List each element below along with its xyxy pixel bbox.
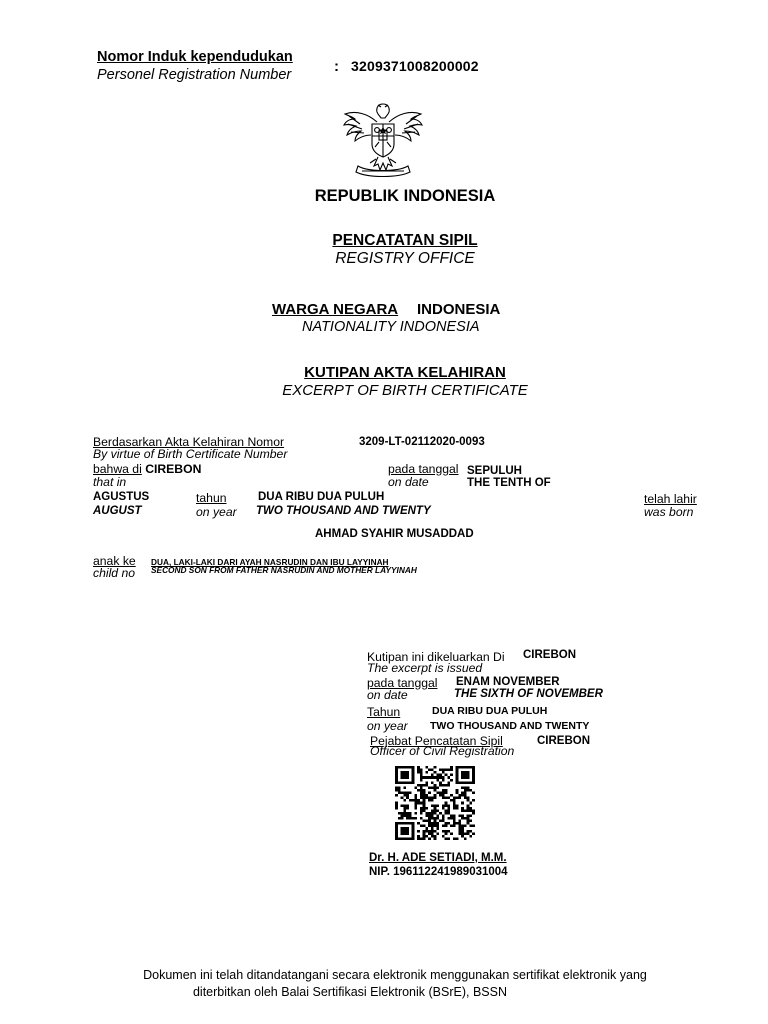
basis-label: Berdasarkan Akta Kelahiran Nomor [93,435,285,449]
nik-label-en: Personel Registration Number [97,67,292,83]
footer-line-2: diterbitkan oleh Balai Sertifikasi Elektronik (BSrE), BSSN [192,985,507,999]
issue-date-value: ENAM NOVEMBER [456,676,560,688]
birth-year-value-en: TWO THOUSAND AND TWENTY [256,505,431,517]
child-no-value-en: SECOND SON FROM FATHER NASRUDIN AND MOTHER LAYYINAH [151,565,417,575]
birth-day-value: SEPULUH [467,465,522,477]
born-label: telah lahir [644,492,697,506]
birth-month-value: AGUSTUS [93,491,150,503]
issue-date-value-en: THE SIXTH OF NOVEMBER [454,688,603,700]
certificate-title-en: EXCERPT OF BIRTH CERTIFICATE [282,382,528,399]
nik-colon: : [334,58,339,75]
place-label: bahwa di [93,462,142,476]
place-value: CIREBON [145,462,202,476]
basis-label-en: By virtue of Birth Certificate Number [93,447,288,461]
birth-day-value-en: THE TENTH OF [467,477,551,489]
child-name: AHMAD SYAHIR MUSADDAD [315,528,474,540]
child-no-value: DUA, LAKI-LAKI DARI AYAH NASRUDIN DAN IBU LAYYINAH [151,557,389,567]
child-no-label: anak ke [93,554,136,568]
birth-year-label: tahun [196,491,227,505]
footer-line-1: Dokumen ini telah ditandatangani secara elektronik menggunakan sertifikat elektronik yang [143,968,647,982]
issue-date-label: pada tanggal [367,676,438,690]
officer-label: Pejabat Pencatatan Sipil [370,734,503,748]
issue-year-value: DUA RIBU DUA PULUH [432,705,548,717]
signatory-name: Dr. H. ADE SETIADI, M.M. [369,852,507,864]
qr-code-icon [395,766,475,840]
nationality-label: WARGA NEGARA [272,301,399,318]
officer-value: CIREBON [537,735,591,747]
born-label-en: was born [644,505,694,519]
birth-year-value: DUA RIBU DUA PULUH [258,491,385,503]
office-title: PENCATATAN SIPIL [332,232,478,249]
issue-year-label: Tahun [367,705,401,719]
issued-label-en: The excerpt is issued [367,661,483,675]
nationality-en: NATIONALITY INDONESIA [302,319,480,335]
nik-label: Nomor Induk kependudukan [97,49,293,65]
place-label-en: that in [93,475,127,489]
office-title-en: REGISTRY OFFICE [335,250,475,267]
place-row [93,462,201,476]
certificate-title: KUTIPAN AKTA KELAHIRAN [304,364,506,381]
birth-date-label: pada tanggal [388,462,459,476]
birth-cert-number: 3209-LT-02112020-0093 [359,436,485,448]
birth-date-label-en: on date [388,475,429,489]
officer-label-en: Officer of Civil Registration [370,744,515,758]
country-title: REPUBLIK INDONESIA [314,187,496,205]
child-no-label-en: child no [93,566,136,580]
signatory-nip: NIP. 196112241989031004 [369,866,508,878]
birth-month-value-en: AUGUST [93,505,142,517]
nationality-value: INDONESIA [417,301,501,318]
issue-date-label-en: on date [367,688,408,702]
birth-year-label-en: on year [196,505,237,519]
issued-place-value: CIREBON [523,649,577,661]
garuda-emblem-icon [340,100,426,182]
issued-label: Kutipan ini dikeluarkan Di [367,650,505,664]
issue-year-value-en: TWO THOUSAND AND TWENTY [430,720,590,732]
issue-year-label-en: on year [367,719,408,733]
nik-value: 3209371008200002 [351,58,479,74]
